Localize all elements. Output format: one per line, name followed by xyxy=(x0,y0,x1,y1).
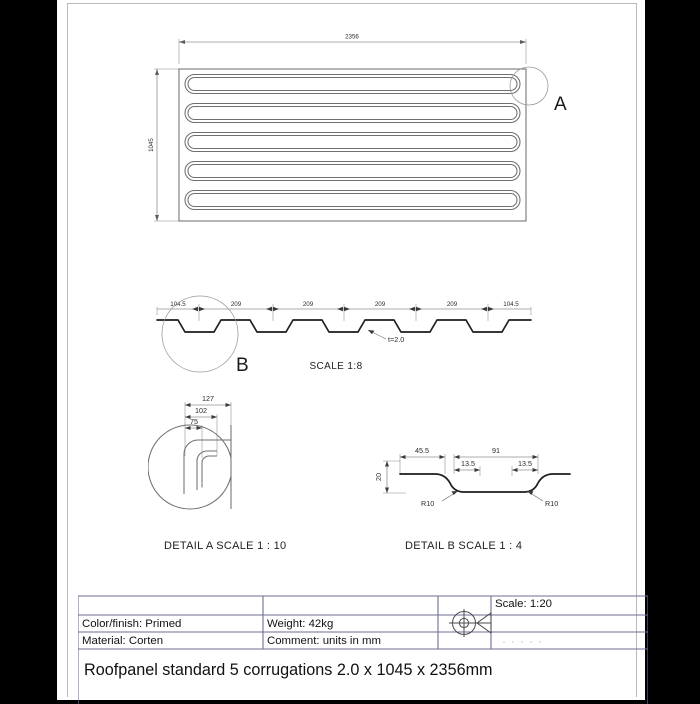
dim-width-2356 xyxy=(179,34,526,65)
detail-b-radius-right xyxy=(527,491,558,508)
panel-outline xyxy=(179,69,526,221)
dim-height-1045 xyxy=(148,69,181,221)
detail-b-r10-left-label: R10 xyxy=(421,499,435,508)
detail-b-dim-135-left xyxy=(454,459,480,476)
section-dim-1: 104.5 xyxy=(170,301,186,308)
detail-b-dim-13-5-right: 13.5 xyxy=(518,459,532,468)
title-block-material: Material: Corten xyxy=(82,635,164,647)
section-profile xyxy=(157,320,531,332)
detail-b-dim-91: 91 xyxy=(492,446,500,455)
detail-a-boundary xyxy=(148,425,232,509)
plan-view xyxy=(148,34,567,222)
section-dim-3: 209 xyxy=(302,301,314,308)
detail-b-dim-45-5: 45.5 xyxy=(415,446,429,455)
detail-marker-b-label: B xyxy=(236,355,249,376)
detail-b-dim-20 xyxy=(374,461,406,493)
drawing-frame xyxy=(67,3,637,697)
detail-a-dim-75: 75 xyxy=(190,417,198,426)
detail-a-dim-127: 127 xyxy=(202,394,214,403)
dim-label-width: 2356 xyxy=(345,33,359,41)
detail-circle-a xyxy=(510,67,548,105)
corrugation-5 xyxy=(185,191,520,210)
detail-b-dim-455 xyxy=(400,446,445,474)
section-dim-6: 104.5 xyxy=(503,301,519,308)
detail-b-view xyxy=(374,446,570,552)
detail-a-dim-102: 102 xyxy=(195,406,207,415)
corrugation-2 xyxy=(185,104,520,123)
detail-a-inner-profile xyxy=(202,456,217,487)
dim-label-height: 1045 xyxy=(148,138,155,152)
thickness-leader xyxy=(368,330,404,344)
section-dim-2: 209 xyxy=(230,301,242,308)
drawing-sheet xyxy=(57,0,645,700)
corrugation-3 xyxy=(185,133,520,152)
detail-a-mid-profile xyxy=(197,451,217,490)
detail-a-caption: DETAIL A SCALE 1 : 10 xyxy=(164,540,287,552)
thickness-label: t=2.0 xyxy=(388,335,405,344)
detail-b-dim-135-right xyxy=(512,459,538,476)
section-dim-5: 209 xyxy=(446,301,458,308)
title-block-scale: Scale: 1:20 xyxy=(495,598,552,610)
detail-b-dim-height: 20 xyxy=(374,473,383,481)
corrugation-4 xyxy=(185,162,520,181)
detail-b-caption: DETAIL B SCALE 1 : 4 xyxy=(405,540,523,552)
title-block-grid xyxy=(78,594,648,704)
section-scale-label: SCALE 1:8 xyxy=(309,361,363,372)
title-block-color-finish: Color/finish: Primed xyxy=(82,618,182,630)
detail-a-view xyxy=(148,394,286,552)
corrugation-1 xyxy=(185,75,520,94)
section-view xyxy=(157,296,531,376)
section-dim-4: 209 xyxy=(374,301,386,308)
title-block-weight: Weight: 42kg xyxy=(267,618,334,630)
drawing-canvas xyxy=(68,4,638,604)
detail-marker-a-label: A xyxy=(554,94,567,115)
title-block-title: Roofpanel standard 5 corrugations 2.0 x 1045 x 2356mm xyxy=(84,661,493,679)
first-angle-projection-icon xyxy=(449,609,491,637)
detail-b-radius-left xyxy=(421,491,458,508)
title-block xyxy=(78,594,648,704)
detail-a-outer-profile xyxy=(184,440,231,494)
section-dim-chain xyxy=(157,301,531,321)
detail-b-profile xyxy=(400,474,570,492)
detail-b-r10-right-label: R10 xyxy=(545,499,559,508)
detail-b-dim-13-5-left: 13.5 xyxy=(461,459,475,468)
title-block-comment: Comment: units in mm xyxy=(267,635,381,647)
